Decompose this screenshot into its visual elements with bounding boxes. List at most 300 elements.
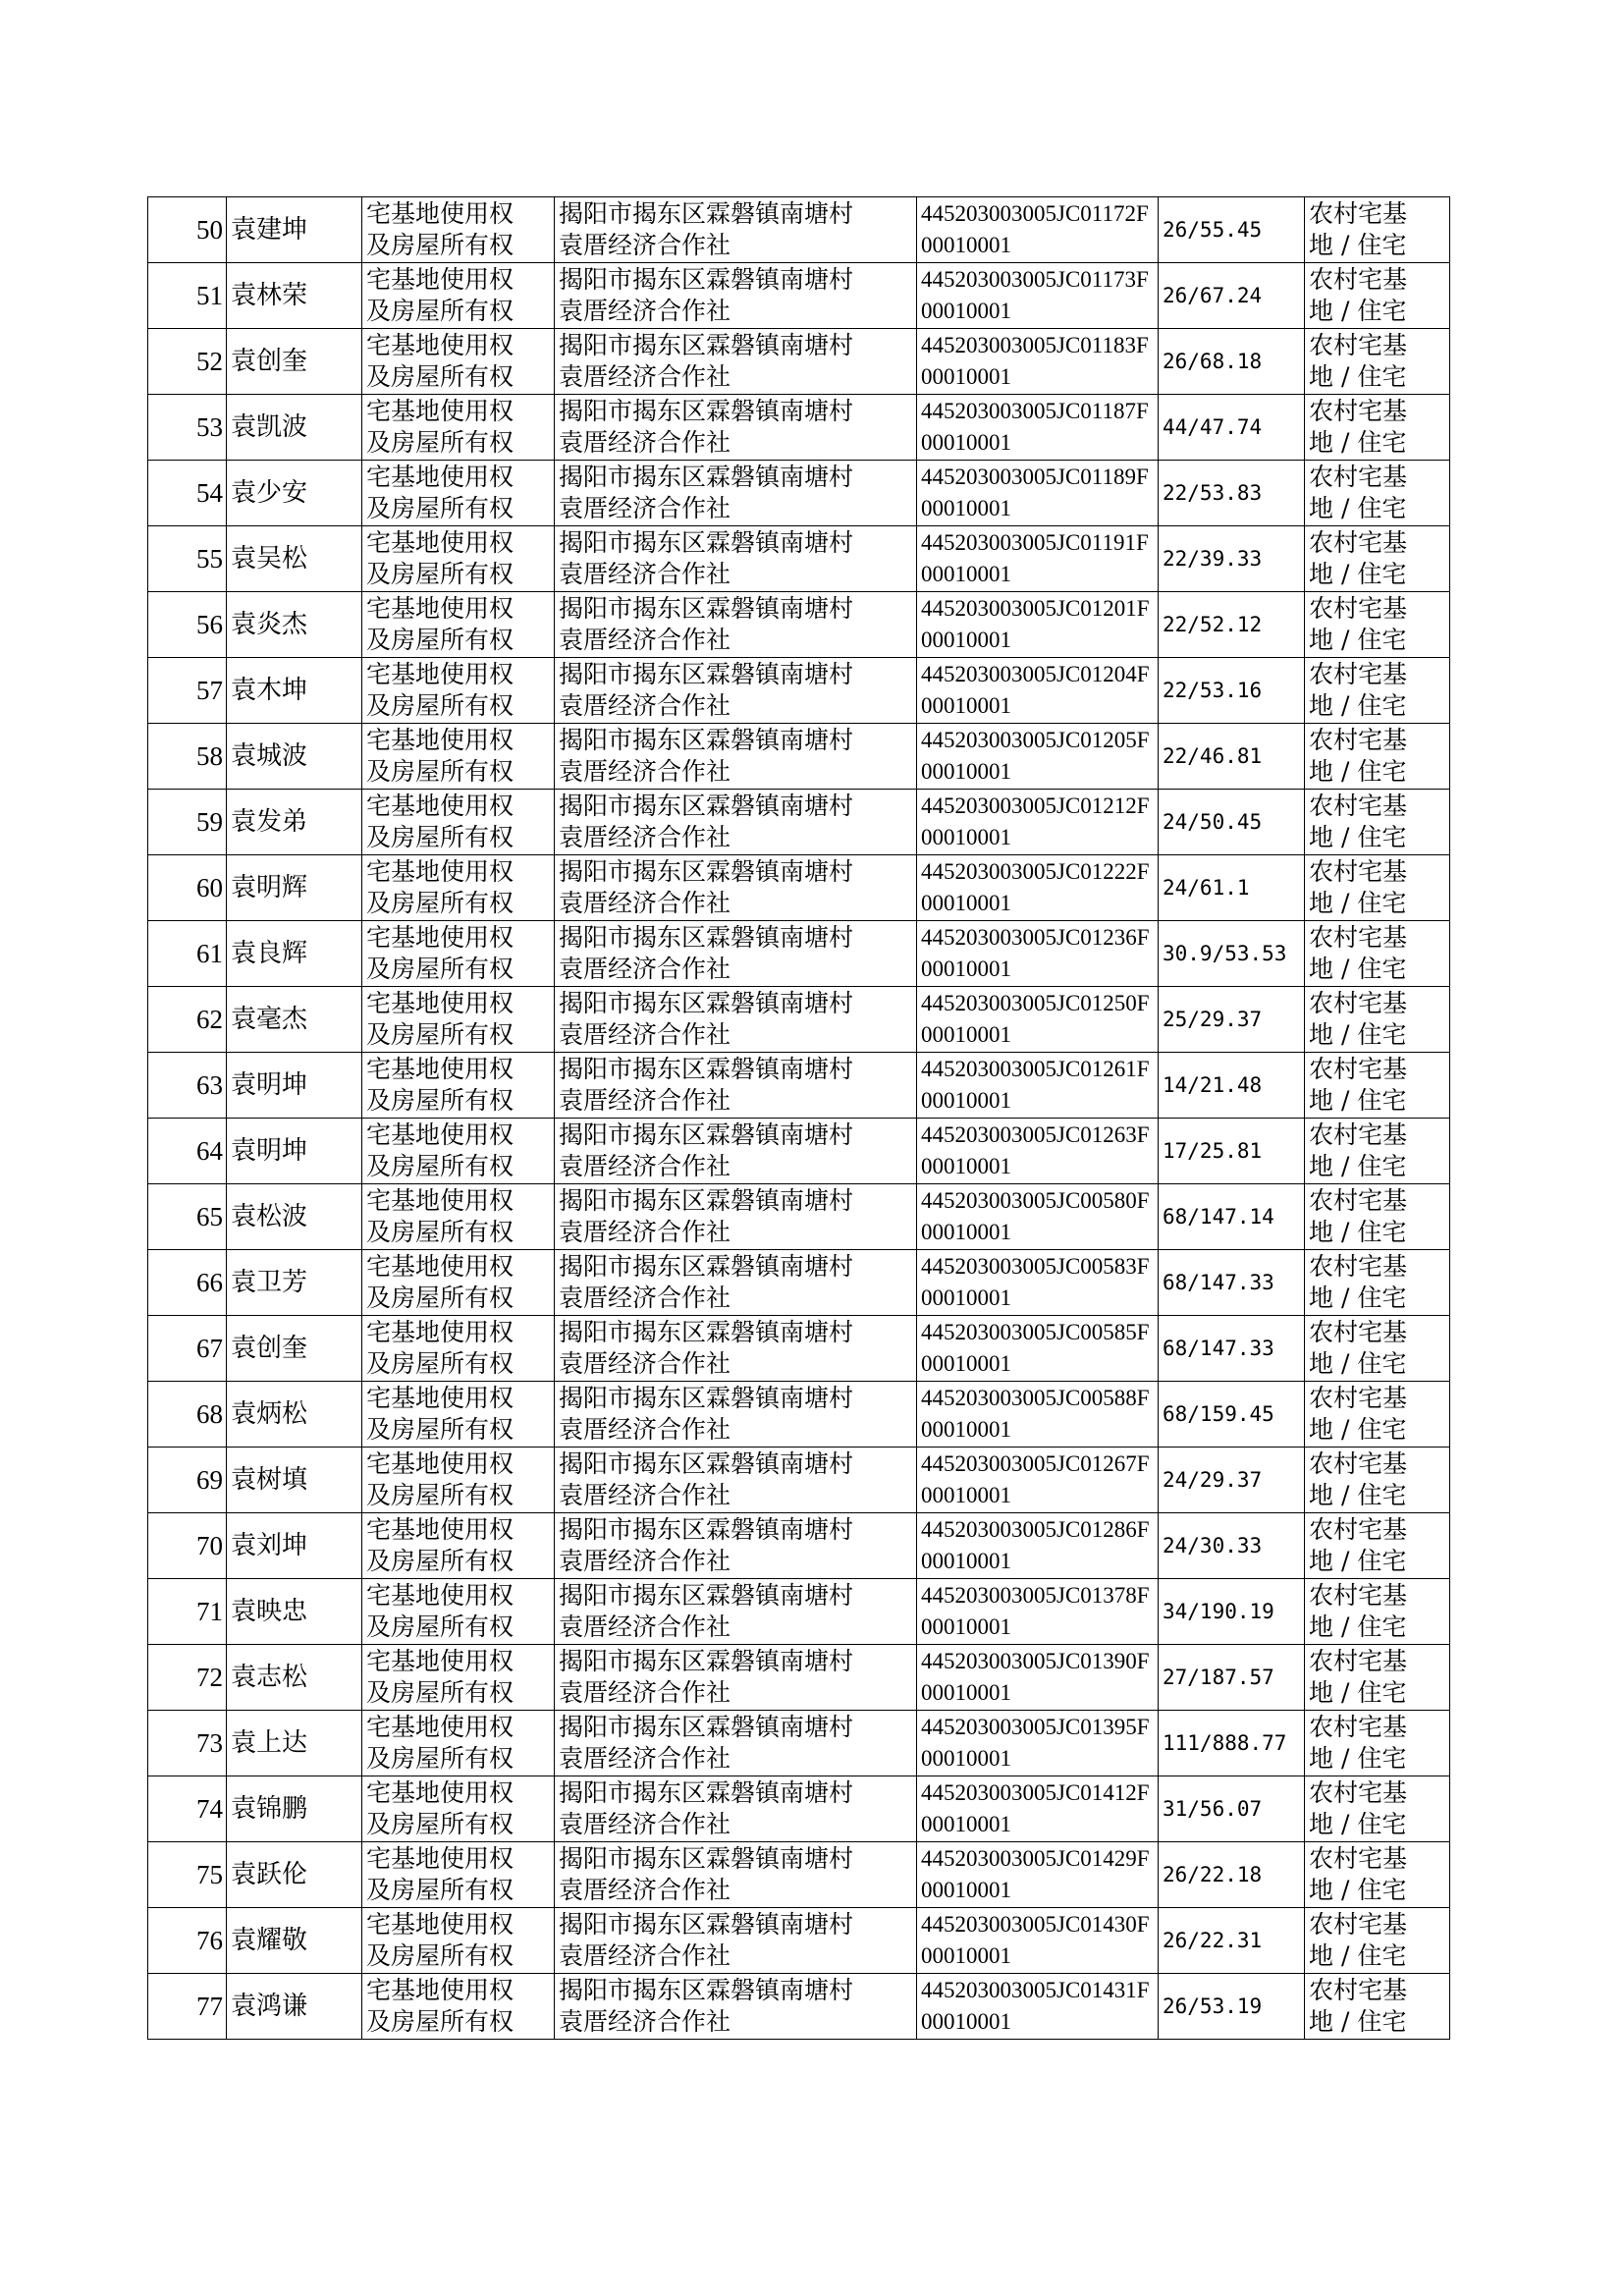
land-owner-line-1: 揭阳市揭东区霖磐镇南塘村 xyxy=(559,463,854,491)
row-number-cell: 73 xyxy=(148,1711,227,1776)
right-type-cell xyxy=(362,855,555,921)
land-use-line-2: 地 / 住宅 xyxy=(1309,757,1407,786)
area-cell: 27/187.57 xyxy=(1159,1645,1305,1711)
land-owner-line-1: 揭阳市揭东区霖磐镇南塘村 xyxy=(559,1055,854,1083)
right-type-line-2: 及房屋所有权 xyxy=(366,560,514,588)
right-type-line-2: 及房屋所有权 xyxy=(366,428,514,457)
area-cell: 22/52.12 xyxy=(1159,592,1305,658)
unit-code-cell: 445203003005JC01430F00010001 xyxy=(917,1908,1159,1974)
land-use-line-2: 地 / 住宅 xyxy=(1309,1415,1407,1444)
row-number-cell: 75 xyxy=(148,1842,227,1908)
land-owner-cell xyxy=(555,1184,917,1250)
land-use-line-2: 地 / 住宅 xyxy=(1309,1876,1407,1904)
right-type-cell xyxy=(362,1974,555,2040)
owner-name-cell: 袁明坤 xyxy=(227,1053,362,1119)
row-number-cell: 67 xyxy=(148,1316,227,1382)
land-owner-line-1: 揭阳市揭东区霖磐镇南塘村 xyxy=(559,265,854,294)
owner-name-cell: 袁映忠 xyxy=(227,1579,362,1645)
land-owner-line-2: 袁厝经济合作社 xyxy=(559,823,731,851)
area-cell: 68/147.33 xyxy=(1159,1250,1305,1316)
land-owner-line-2: 袁厝经济合作社 xyxy=(559,626,731,654)
row-number-cell: 71 xyxy=(148,1579,227,1645)
row-number-cell: 70 xyxy=(148,1513,227,1579)
row-number-cell: 64 xyxy=(148,1119,227,1184)
unit-code-cell: 445203003005JC01431F00010001 xyxy=(917,1974,1159,2040)
table-row xyxy=(148,921,1450,987)
land-owner-line-2: 袁厝经济合作社 xyxy=(559,889,731,917)
row-number-cell: 62 xyxy=(148,987,227,1053)
land-use-line-1: 农村宅基 xyxy=(1309,989,1408,1017)
owner-name-cell: 袁刘坤 xyxy=(227,1513,362,1579)
owner-name-cell: 袁林荣 xyxy=(227,263,362,329)
owner-name-cell: 袁建坤 xyxy=(227,197,362,263)
land-owner-cell xyxy=(555,1842,917,1908)
unit-code-cell: 445203003005JC01201F00010001 xyxy=(917,592,1159,658)
right-type-cell xyxy=(362,1776,555,1842)
table-row xyxy=(148,1974,1450,2040)
right-type-line-1: 宅基地使用权 xyxy=(366,331,514,359)
land-owner-line-2: 袁厝经济合作社 xyxy=(559,362,731,391)
owner-name-cell: 袁鸿谦 xyxy=(227,1974,362,2040)
land-use-line-1: 农村宅基 xyxy=(1309,1713,1408,1741)
area-cell: 24/29.37 xyxy=(1159,1448,1305,1513)
land-owner-line-2: 袁厝经济合作社 xyxy=(559,2007,731,2036)
row-number-cell: 65 xyxy=(148,1184,227,1250)
table-row xyxy=(148,1776,1450,1842)
unit-code-cell: 445203003005JC01183F00010001 xyxy=(917,329,1159,395)
right-type-line-1: 宅基地使用权 xyxy=(366,1055,514,1083)
right-type-line-2: 及房屋所有权 xyxy=(366,362,514,391)
land-owner-line-1: 揭阳市揭东区霖磐镇南塘村 xyxy=(559,199,854,228)
land-owner-cell xyxy=(555,921,917,987)
land-owner-line-1: 揭阳市揭东区霖磐镇南塘村 xyxy=(559,594,854,623)
table-row xyxy=(148,1579,1450,1645)
area-cell: 44/47.74 xyxy=(1159,395,1305,461)
land-use-line-1: 农村宅基 xyxy=(1309,1055,1408,1083)
right-type-line-1: 宅基地使用权 xyxy=(366,857,514,886)
land-use-line-1: 农村宅基 xyxy=(1309,1647,1408,1675)
unit-code-cell: 445203003005JC01222F00010001 xyxy=(917,855,1159,921)
land-owner-cell xyxy=(555,724,917,790)
owner-name-cell: 袁树填 xyxy=(227,1448,362,1513)
right-type-cell xyxy=(362,1382,555,1448)
land-use-line-1: 农村宅基 xyxy=(1309,463,1408,491)
land-use-cell xyxy=(1305,1776,1450,1842)
right-type-cell xyxy=(362,1579,555,1645)
land-owner-line-1: 揭阳市揭东区霖磐镇南塘村 xyxy=(559,857,854,886)
table-row xyxy=(148,987,1450,1053)
land-owner-cell xyxy=(555,395,917,461)
land-owner-cell xyxy=(555,1645,917,1711)
right-type-cell xyxy=(362,1448,555,1513)
unit-code-cell: 445203003005JC01172F00010001 xyxy=(917,197,1159,263)
right-type-line-2: 及房屋所有权 xyxy=(366,1086,514,1115)
right-type-line-1: 宅基地使用权 xyxy=(366,1778,514,1807)
owner-name-cell: 袁炎杰 xyxy=(227,592,362,658)
land-use-line-2: 地 / 住宅 xyxy=(1309,1284,1407,1312)
area-cell: 111/888.77 xyxy=(1159,1711,1305,1776)
right-type-line-1: 宅基地使用权 xyxy=(366,1318,514,1346)
land-use-line-2: 地 / 住宅 xyxy=(1309,494,1407,522)
land-use-line-2: 地 / 住宅 xyxy=(1309,691,1407,720)
row-number-cell: 74 xyxy=(148,1776,227,1842)
owner-name-cell: 袁卫芳 xyxy=(227,1250,362,1316)
land-use-line-1: 农村宅基 xyxy=(1309,1581,1408,1610)
land-owner-line-1: 揭阳市揭东区霖磐镇南塘村 xyxy=(559,1713,854,1741)
right-type-cell xyxy=(362,395,555,461)
table-row xyxy=(148,1513,1450,1579)
land-use-line-1: 农村宅基 xyxy=(1309,528,1408,557)
land-owner-line-2: 袁厝经济合作社 xyxy=(559,1941,731,1970)
land-use-cell xyxy=(1305,461,1450,526)
land-owner-cell xyxy=(555,987,917,1053)
land-owner-line-1: 揭阳市揭东区霖磐镇南塘村 xyxy=(559,1449,854,1478)
unit-code-cell: 445203003005JC01412F00010001 xyxy=(917,1776,1159,1842)
land-owner-cell xyxy=(555,855,917,921)
land-owner-line-2: 袁厝经济合作社 xyxy=(559,1284,731,1312)
unit-code-cell: 445203003005JC01205F00010001 xyxy=(917,724,1159,790)
unit-code-cell: 445203003005JC01173F00010001 xyxy=(917,263,1159,329)
land-use-cell xyxy=(1305,790,1450,855)
table-row xyxy=(148,658,1450,724)
land-owner-cell xyxy=(555,1908,917,1974)
right-type-cell xyxy=(362,724,555,790)
land-use-line-2: 地 / 住宅 xyxy=(1309,560,1407,588)
owner-name-cell: 袁耀敬 xyxy=(227,1908,362,1974)
owner-name-cell: 袁明辉 xyxy=(227,855,362,921)
land-use-cell xyxy=(1305,987,1450,1053)
right-type-line-2: 及房屋所有权 xyxy=(366,1218,514,1246)
land-use-line-1: 农村宅基 xyxy=(1309,594,1408,623)
table-row xyxy=(148,1908,1450,1974)
area-cell: 68/159.45 xyxy=(1159,1382,1305,1448)
land-use-cell xyxy=(1305,329,1450,395)
land-owner-line-2: 袁厝经济合作社 xyxy=(559,955,731,983)
land-use-line-2: 地 / 住宅 xyxy=(1309,2007,1407,2036)
land-use-cell xyxy=(1305,1711,1450,1776)
unit-code-cell: 445203003005JC00588F00010001 xyxy=(917,1382,1159,1448)
land-owner-line-1: 揭阳市揭东区霖磐镇南塘村 xyxy=(559,1581,854,1610)
unit-code-cell: 445203003005JC01212F00010001 xyxy=(917,790,1159,855)
land-use-line-2: 地 / 住宅 xyxy=(1309,1744,1407,1773)
land-owner-line-1: 揭阳市揭东区霖磐镇南塘村 xyxy=(559,989,854,1017)
land-use-line-1: 农村宅基 xyxy=(1309,1778,1408,1807)
unit-code-cell: 445203003005JC01263F00010001 xyxy=(917,1119,1159,1184)
land-use-line-2: 地 / 住宅 xyxy=(1309,1678,1407,1707)
land-owner-line-2: 袁厝经济合作社 xyxy=(559,1218,731,1246)
land-owner-cell xyxy=(555,658,917,724)
table-row xyxy=(148,1842,1450,1908)
table-row xyxy=(148,395,1450,461)
land-owner-line-2: 袁厝经济合作社 xyxy=(559,1810,731,1838)
right-type-line-2: 及房屋所有权 xyxy=(366,1941,514,1970)
land-owner-line-2: 袁厝经济合作社 xyxy=(559,1415,731,1444)
unit-code-cell: 445203003005JC01189F00010001 xyxy=(917,461,1159,526)
land-use-line-2: 地 / 住宅 xyxy=(1309,428,1407,457)
right-type-line-2: 及房屋所有权 xyxy=(366,2007,514,2036)
right-type-line-1: 宅基地使用权 xyxy=(366,1713,514,1741)
table-row xyxy=(148,1711,1450,1776)
area-cell: 17/25.81 xyxy=(1159,1119,1305,1184)
unit-code-cell: 445203003005JC01236F00010001 xyxy=(917,921,1159,987)
table-row xyxy=(148,592,1450,658)
land-use-line-1: 农村宅基 xyxy=(1309,923,1408,952)
owner-name-cell: 袁吴松 xyxy=(227,526,362,592)
table-row xyxy=(148,263,1450,329)
land-owner-line-1: 揭阳市揭东区霖磐镇南塘村 xyxy=(559,397,854,425)
owner-name-cell: 袁毫杰 xyxy=(227,987,362,1053)
area-cell: 26/22.18 xyxy=(1159,1842,1305,1908)
land-owner-line-1: 揭阳市揭东区霖磐镇南塘村 xyxy=(559,726,854,754)
right-type-cell xyxy=(362,263,555,329)
right-type-line-1: 宅基地使用权 xyxy=(366,1449,514,1478)
row-number-cell: 77 xyxy=(148,1974,227,2040)
owner-name-cell: 袁创奎 xyxy=(227,329,362,395)
right-type-line-2: 及房屋所有权 xyxy=(366,823,514,851)
table-row xyxy=(148,1119,1450,1184)
land-owner-cell xyxy=(555,1316,917,1382)
area-cell: 22/39.33 xyxy=(1159,526,1305,592)
land-use-cell xyxy=(1305,921,1450,987)
right-type-line-2: 及房屋所有权 xyxy=(366,1349,514,1378)
row-number-cell: 51 xyxy=(148,263,227,329)
land-owner-cell xyxy=(555,1250,917,1316)
right-type-line-2: 及房屋所有权 xyxy=(366,1481,514,1509)
land-use-line-1: 农村宅基 xyxy=(1309,1120,1408,1149)
land-use-line-2: 地 / 住宅 xyxy=(1309,1218,1407,1246)
table-row xyxy=(148,1184,1450,1250)
land-use-line-2: 地 / 住宅 xyxy=(1309,1547,1407,1575)
owner-name-cell: 袁炳松 xyxy=(227,1382,362,1448)
land-owner-line-2: 袁厝经济合作社 xyxy=(559,494,731,522)
right-type-line-2: 及房屋所有权 xyxy=(366,1876,514,1904)
row-number-cell: 53 xyxy=(148,395,227,461)
land-use-cell xyxy=(1305,1908,1450,1974)
land-use-cell xyxy=(1305,1119,1450,1184)
unit-code-cell: 445203003005JC01204F00010001 xyxy=(917,658,1159,724)
right-type-cell xyxy=(362,1316,555,1382)
right-type-line-2: 及房屋所有权 xyxy=(366,1744,514,1773)
right-type-cell xyxy=(362,329,555,395)
land-use-line-2: 地 / 住宅 xyxy=(1309,1152,1407,1180)
land-owner-line-2: 袁厝经济合作社 xyxy=(559,1744,731,1773)
land-owner-cell xyxy=(555,1053,917,1119)
area-cell: 25/29.37 xyxy=(1159,987,1305,1053)
land-use-line-2: 地 / 住宅 xyxy=(1309,1349,1407,1378)
right-type-line-2: 及房屋所有权 xyxy=(366,1612,514,1641)
right-type-line-2: 及房屋所有权 xyxy=(366,1284,514,1312)
land-use-line-2: 地 / 住宅 xyxy=(1309,1020,1407,1049)
owner-name-cell: 袁志松 xyxy=(227,1645,362,1711)
land-owner-line-1: 揭阳市揭东区霖磐镇南塘村 xyxy=(559,1384,854,1412)
area-cell: 24/50.45 xyxy=(1159,790,1305,855)
right-type-line-1: 宅基地使用权 xyxy=(366,199,514,228)
land-owner-line-1: 揭阳市揭东区霖磐镇南塘村 xyxy=(559,331,854,359)
land-use-line-1: 农村宅基 xyxy=(1309,1910,1408,1939)
unit-code-cell: 445203003005JC00583F00010001 xyxy=(917,1250,1159,1316)
land-use-cell xyxy=(1305,1579,1450,1645)
land-use-line-2: 地 / 住宅 xyxy=(1309,1810,1407,1838)
register-table-body xyxy=(148,197,1450,2040)
land-owner-line-1: 揭阳市揭东区霖磐镇南塘村 xyxy=(559,1778,854,1807)
land-owner-line-1: 揭阳市揭东区霖磐镇南塘村 xyxy=(559,1252,854,1281)
land-use-line-1: 农村宅基 xyxy=(1309,397,1408,425)
table-row xyxy=(148,790,1450,855)
area-cell: 14/21.48 xyxy=(1159,1053,1305,1119)
land-owner-line-2: 袁厝经济合作社 xyxy=(559,1349,731,1378)
land-owner-line-2: 袁厝经济合作社 xyxy=(559,1020,731,1049)
area-cell: 26/68.18 xyxy=(1159,329,1305,395)
land-owner-line-1: 揭阳市揭东区霖磐镇南塘村 xyxy=(559,1515,854,1544)
land-owner-cell xyxy=(555,197,917,263)
land-owner-cell xyxy=(555,461,917,526)
land-owner-line-2: 袁厝经济合作社 xyxy=(559,428,731,457)
area-cell: 26/67.24 xyxy=(1159,263,1305,329)
land-use-cell xyxy=(1305,1513,1450,1579)
land-use-line-1: 农村宅基 xyxy=(1309,857,1408,886)
land-owner-line-2: 袁厝经济合作社 xyxy=(559,1612,731,1641)
table-row xyxy=(148,197,1450,263)
land-use-line-2: 地 / 住宅 xyxy=(1309,1612,1407,1641)
right-type-cell xyxy=(362,461,555,526)
unit-code-cell: 445203003005JC01390F00010001 xyxy=(917,1645,1159,1711)
land-owner-cell xyxy=(555,1776,917,1842)
land-use-line-1: 农村宅基 xyxy=(1309,1186,1408,1215)
right-type-cell xyxy=(362,987,555,1053)
owner-name-cell: 袁松波 xyxy=(227,1184,362,1250)
land-use-cell xyxy=(1305,395,1450,461)
row-number-cell: 52 xyxy=(148,329,227,395)
unit-code-cell: 445203003005JC01395F00010001 xyxy=(917,1711,1159,1776)
land-use-cell xyxy=(1305,1645,1450,1711)
right-type-line-1: 宅基地使用权 xyxy=(366,594,514,623)
land-use-cell xyxy=(1305,526,1450,592)
land-owner-cell xyxy=(555,1448,917,1513)
land-owner-line-2: 袁厝经济合作社 xyxy=(559,297,731,325)
table-row xyxy=(148,1645,1450,1711)
land-owner-cell xyxy=(555,263,917,329)
land-owner-line-2: 袁厝经济合作社 xyxy=(559,1481,731,1509)
right-type-line-1: 宅基地使用权 xyxy=(366,1976,514,2004)
row-number-cell: 57 xyxy=(148,658,227,724)
land-use-line-1: 农村宅基 xyxy=(1309,199,1408,228)
land-owner-line-2: 袁厝经济合作社 xyxy=(559,757,731,786)
owner-name-cell: 袁城波 xyxy=(227,724,362,790)
table-row xyxy=(148,1250,1450,1316)
area-cell: 31/56.07 xyxy=(1159,1776,1305,1842)
land-owner-line-1: 揭阳市揭东区霖磐镇南塘村 xyxy=(559,1647,854,1675)
table-row xyxy=(148,1053,1450,1119)
right-type-cell xyxy=(362,526,555,592)
right-type-line-2: 及房屋所有权 xyxy=(366,494,514,522)
right-type-cell xyxy=(362,658,555,724)
right-type-cell xyxy=(362,592,555,658)
area-cell: 68/147.33 xyxy=(1159,1316,1305,1382)
land-owner-line-2: 袁厝经济合作社 xyxy=(559,691,731,720)
land-owner-line-1: 揭阳市揭东区霖磐镇南塘村 xyxy=(559,1910,854,1939)
unit-code-cell: 445203003005JC01267F00010001 xyxy=(917,1448,1159,1513)
row-number-cell: 54 xyxy=(148,461,227,526)
right-type-line-2: 及房屋所有权 xyxy=(366,1547,514,1575)
owner-name-cell: 袁明坤 xyxy=(227,1119,362,1184)
right-type-line-1: 宅基地使用权 xyxy=(366,1186,514,1215)
land-use-line-1: 农村宅基 xyxy=(1309,1449,1408,1478)
row-number-cell: 66 xyxy=(148,1250,227,1316)
row-number-cell: 68 xyxy=(148,1382,227,1448)
table-row xyxy=(148,1448,1450,1513)
table-row xyxy=(148,724,1450,790)
area-cell: 22/53.16 xyxy=(1159,658,1305,724)
right-type-cell xyxy=(362,1513,555,1579)
right-type-line-1: 宅基地使用权 xyxy=(366,1844,514,1873)
land-use-cell xyxy=(1305,1382,1450,1448)
unit-code-cell: 445203003005JC01187F00010001 xyxy=(917,395,1159,461)
land-owner-cell xyxy=(555,526,917,592)
owner-name-cell: 袁锦鹏 xyxy=(227,1776,362,1842)
right-type-line-2: 及房屋所有权 xyxy=(366,1415,514,1444)
land-owner-line-2: 袁厝经济合作社 xyxy=(559,560,731,588)
land-owner-cell xyxy=(555,790,917,855)
unit-code-cell: 445203003005JC01429F00010001 xyxy=(917,1842,1159,1908)
right-type-line-1: 宅基地使用权 xyxy=(366,397,514,425)
right-type-line-1: 宅基地使用权 xyxy=(366,1515,514,1544)
unit-code-cell: 445203003005JC01250F00010001 xyxy=(917,987,1159,1053)
land-use-line-1: 农村宅基 xyxy=(1309,1844,1408,1873)
land-owner-line-1: 揭阳市揭东区霖磐镇南塘村 xyxy=(559,528,854,557)
land-owner-line-2: 袁厝经济合作社 xyxy=(559,1876,731,1904)
right-type-cell xyxy=(362,1184,555,1250)
right-type-cell xyxy=(362,921,555,987)
land-use-line-2: 地 / 住宅 xyxy=(1309,955,1407,983)
right-type-cell xyxy=(362,790,555,855)
right-type-line-1: 宅基地使用权 xyxy=(366,660,514,688)
land-use-line-1: 农村宅基 xyxy=(1309,1384,1408,1412)
right-type-line-2: 及房屋所有权 xyxy=(366,297,514,325)
land-use-line-1: 农村宅基 xyxy=(1309,1976,1408,2004)
land-owner-cell xyxy=(555,1382,917,1448)
land-owner-cell xyxy=(555,1974,917,2040)
right-type-line-1: 宅基地使用权 xyxy=(366,726,514,754)
land-use-cell xyxy=(1305,658,1450,724)
land-use-line-1: 农村宅基 xyxy=(1309,792,1408,820)
right-type-line-1: 宅基地使用权 xyxy=(366,923,514,952)
right-type-cell xyxy=(362,1842,555,1908)
land-use-line-2: 地 / 住宅 xyxy=(1309,626,1407,654)
land-owner-cell xyxy=(555,1119,917,1184)
right-type-line-1: 宅基地使用权 xyxy=(366,1647,514,1675)
row-number-cell: 50 xyxy=(148,197,227,263)
table-row xyxy=(148,1316,1450,1382)
land-use-cell xyxy=(1305,1842,1450,1908)
land-use-line-2: 地 / 住宅 xyxy=(1309,231,1407,259)
right-type-line-1: 宅基地使用权 xyxy=(366,1581,514,1610)
row-number-cell: 56 xyxy=(148,592,227,658)
right-type-line-2: 及房屋所有权 xyxy=(366,231,514,259)
land-owner-cell xyxy=(555,1711,917,1776)
land-use-cell xyxy=(1305,197,1450,263)
land-use-line-1: 农村宅基 xyxy=(1309,1252,1408,1281)
right-type-line-1: 宅基地使用权 xyxy=(366,1910,514,1939)
owner-name-cell: 袁发弟 xyxy=(227,790,362,855)
right-type-line-1: 宅基地使用权 xyxy=(366,1384,514,1412)
right-type-line-1: 宅基地使用权 xyxy=(366,1120,514,1149)
area-cell: 34/190.19 xyxy=(1159,1579,1305,1645)
row-number-cell: 58 xyxy=(148,724,227,790)
land-use-cell xyxy=(1305,855,1450,921)
right-type-line-1: 宅基地使用权 xyxy=(366,792,514,820)
right-type-cell xyxy=(362,1250,555,1316)
unit-code-cell: 445203003005JC01191F00010001 xyxy=(917,526,1159,592)
